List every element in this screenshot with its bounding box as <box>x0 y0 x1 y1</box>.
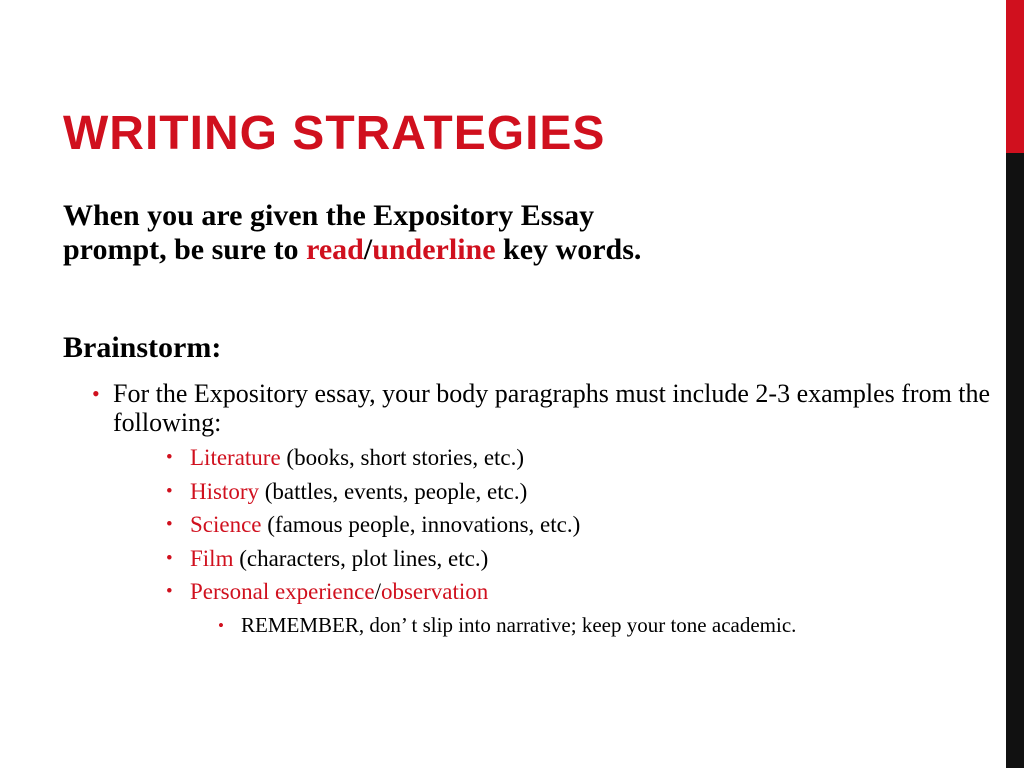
highlight-read: read <box>306 233 364 266</box>
intro-paragraph <box>63 199 963 267</box>
bullet-icon: • <box>166 480 173 502</box>
category-label: Film <box>190 545 234 571</box>
list-item-personal <box>0 575 1000 609</box>
list-item-reminder <box>0 613 921 638</box>
slide-side-bar <box>1006 0 1024 768</box>
list-item-film <box>0 542 1000 576</box>
intro-line-2-suffix: key words. <box>495 233 642 266</box>
category-detail: (famous people, innovations, etc.) <box>261 512 581 537</box>
personal-separator: / <box>374 579 381 604</box>
category-label: Science <box>190 512 262 537</box>
list-item-science <box>0 508 1000 542</box>
reminder-text: REMEMBER, don’ t slip into narrative; keep your tone academic. <box>241 612 797 637</box>
brainstorm-heading: Brainstorm: <box>63 331 222 364</box>
bullet-list <box>0 379 1000 638</box>
category-detail: (books, short stories, etc.) <box>280 445 525 470</box>
side-bar-dark <box>1006 153 1024 768</box>
bullet-icon: • <box>166 514 173 535</box>
category-detail: (characters, plot lines, etc.) <box>233 545 489 571</box>
intro-line-1: When you are given the Expository Essay <box>63 199 595 232</box>
list-item-main <box>0 379 1000 437</box>
category-detail: (battles, events, people, etc.) <box>259 478 528 504</box>
intro-line-2-prefix: prompt, be sure to <box>63 233 307 266</box>
highlight-underline: underline <box>372 233 496 266</box>
side-bar-accent <box>1006 0 1024 153</box>
intro-separator: / <box>363 233 373 266</box>
bullet-icon: • <box>166 547 173 569</box>
category-label: Literature <box>190 445 281 470</box>
observation-label: observation <box>380 579 489 604</box>
bullet-icon: • <box>166 581 173 602</box>
personal-experience-label: Personal experience <box>190 579 375 604</box>
bullet-icon: • <box>218 615 224 635</box>
list-item-history <box>0 475 1000 509</box>
bullet-icon: • <box>92 381 100 406</box>
list-item-text: For the Expository essay, your body paragraphs must include 2-3 examples from the following: <box>113 379 991 437</box>
slide-title: WRITING STRATEGIES <box>63 107 606 160</box>
intro-line-2 <box>63 233 963 267</box>
category-label: History <box>190 478 259 504</box>
bullet-icon: • <box>166 447 173 468</box>
list-item-literature <box>0 441 1000 475</box>
